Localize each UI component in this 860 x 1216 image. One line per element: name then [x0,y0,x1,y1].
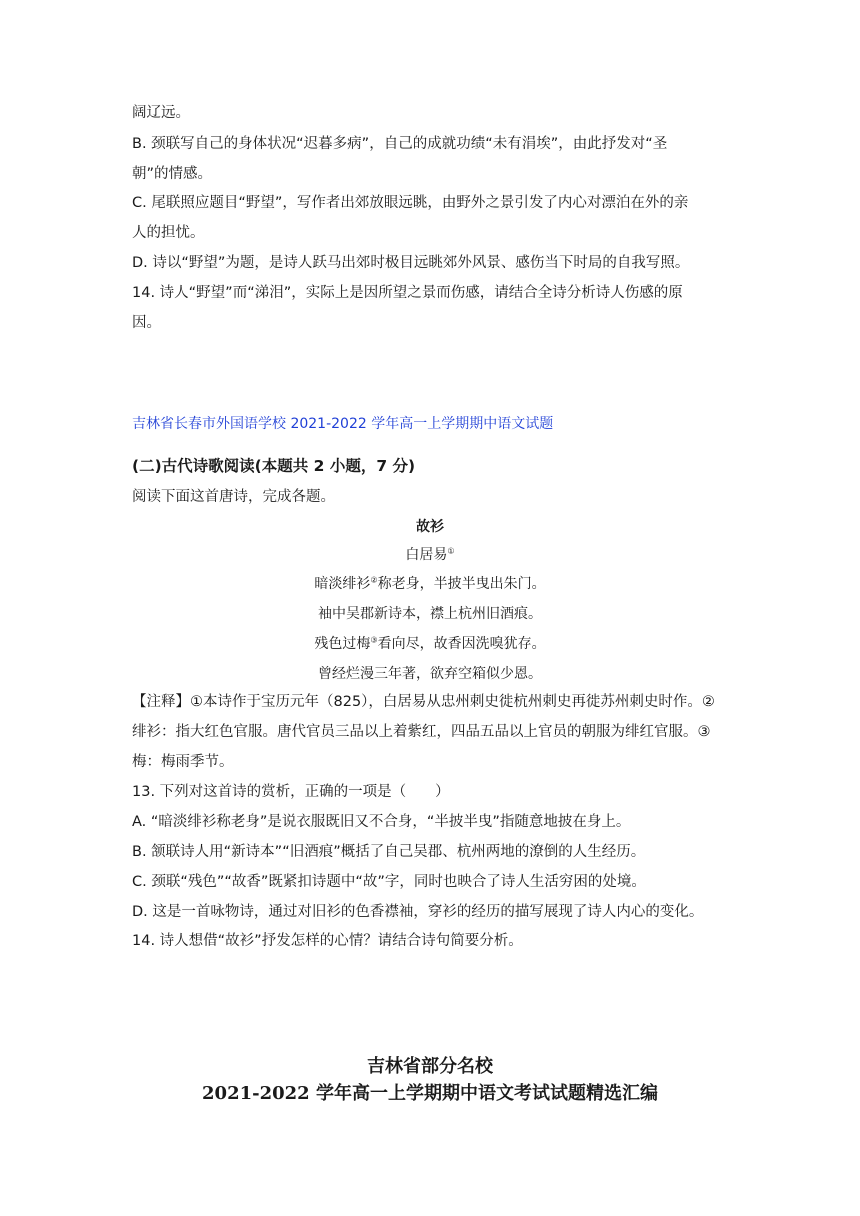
poem-text: 残色过梅 [314,636,371,652]
question-14: 14. 诗人想借“故衫”抒发怎样的心情？请结合诗句简要分析。 [132,933,523,949]
poem-text: 看向尽，故香因洗嗅犹存。 [377,636,546,652]
footnote-mark: ③ [370,635,378,645]
poem-line: 袖中吴郡新诗本，襟上杭州旧酒痕。 [318,606,542,622]
poem-text: 暗淡绯衫 [314,576,371,592]
collection-title: 吉林省部分名校 [367,1056,493,1077]
author-name: 白居易 [405,547,448,563]
footnote-mark: ② [370,575,378,585]
option-a: A. “暗淡绯衫称老身”是说衣服既旧又不合身，“半披半曳”指随意地披在身上。 [132,814,631,830]
text-line: 人的担忧。 [132,225,205,241]
annotation-line: 梅：梅雨季节。 [132,754,234,770]
option-d: D. 诗以“野望”为题，是诗人跃马出郊时极目远眺郊外风景、感伤当下时局的自我写照。 [132,255,690,271]
annotation-line: 【注释】①本诗作于宝历元年（825），白居易从忠州刺史徙杭州刺史再徙苏州刺史时作。② [132,694,715,710]
annotation-line: 绯衫：指大红色官服。唐代官员三品以上着紫红，四品五品以上官员的朝服为绯红官服。③ [132,724,711,740]
section-heading: (二)古代诗歌阅读(本题共 2 小题，7 分) [132,457,416,475]
footnote-mark: ① [447,546,455,556]
option-c: C. 颈联“残色”“故香”既紧扣诗题中“故”字，同时也映合了诗人生活穷困的处境。 [132,874,646,890]
collection-subtitle: 2021-2022 学年高一上学期期中语文考试试题精选汇编 [202,1083,658,1104]
option-d: D. 这是一首咏物诗，通过对旧衫的色香襟袖，穿衫的经历的描写展现了诗人内心的变化。 [132,904,704,920]
poem-line [132,574,728,594]
poem-title: 故衫 [416,519,444,535]
text-line: 因。 [132,315,161,331]
text-line: 阔辽远。 [132,105,190,121]
option-b: B. 颈联写自己的身体状况“迟暮多病”，自己的成就功绩“未有涓埃”，由此抒发对“圣 [132,136,668,152]
instruction: 阅读下面这首唐诗，完成各题。 [132,489,335,505]
poem-text: 称老身，半披半曳出朱门。 [377,576,546,592]
poem-author [132,545,728,565]
option-c: C. 尾联照应题目“野望”，写作者出郊放眼远眺，由野外之景引发了内心对漂泊在外的亲 [132,195,689,211]
question-13: 13. 下列对这首诗的赏析，正确的一项是（ ） [132,784,450,800]
option-b: B. 颔联诗人用“新诗本”“旧酒痕”概括了自己吴郡、杭州两地的潦倒的人生经历。 [132,844,646,860]
question-14: 14. 诗人“野望”而“涕泪”，实际上是因所望之景而伤感，请结合全诗分析诗人伤感的原 [132,285,683,301]
poem-line [132,634,728,654]
text-line: 朝”的情感。 [132,166,213,182]
poem-line: 曾经烂漫三年著，欲弃空箱似少恩。 [318,666,542,682]
source-link[interactable]: 吉林省长春市外国语学校 2021-2022 学年高一上学期期中语文试题 [132,416,554,432]
